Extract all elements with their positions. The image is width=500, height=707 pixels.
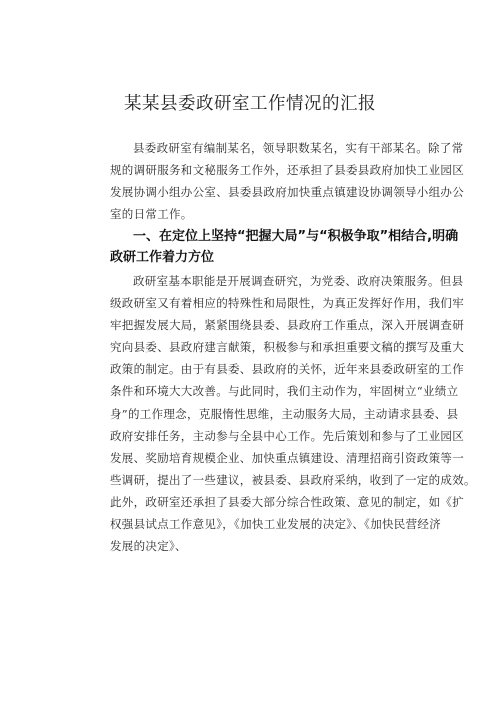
paragraph-line: 室的日常工作。 — [110, 207, 193, 222]
paragraph-line: 发展、奖励培育规模企业、加快重点镇建设、清理招商引资政策等一 — [110, 450, 464, 465]
paragraph-line: 发展协调小组办公室、县委县政府加快重点镇建设协调领导小组办公 — [110, 185, 464, 200]
paragraph-line: 规的调研服务和文秘服务工作外，还承担了县委县政府加快工业园区 — [110, 163, 464, 178]
intro-paragraph — [110, 137, 464, 225]
paragraph-line: 发展的决定》、 — [110, 539, 187, 554]
paragraph-line: 条件和环境大大改善。与此同时，我们主动作为，牢固树立“业绩立 — [110, 384, 459, 399]
paragraph-line: 政府安排任务，主动参与全县中心工作。先后策划和参与了工业园区 — [110, 428, 464, 443]
paragraph-line: 些调研，提出了一些建议，被县委、县政府采纳，收到了一定的成效。 — [110, 472, 476, 487]
heading-line: 一、在定位上坚持“把握大局”与“积极争取”相结合,明确 — [133, 229, 459, 244]
section-body-paragraph — [110, 270, 476, 557]
paragraph-line: 级政研室又有着相应的特殊性和局限性，为真正发挥好作用，我们牢 — [110, 296, 464, 311]
paragraph-line: 政研室基本职能是开展调查研究，为党委、政府决策服务。但县 — [133, 274, 464, 288]
paragraph-line: 县委政研室有编制某名，领导职数某名，实有干部某名。除了常 — [133, 141, 464, 155]
document-title: 某某县委政研室工作情况的汇报 — [124, 94, 376, 114]
paragraph-line: 究向县委、县政府建言献策，积极参与和承担重要文稿的撰写及重大 — [110, 340, 464, 355]
section-heading — [110, 226, 459, 268]
paragraph-line: 权强县试点工作意见》，《加快工业发展的决定》、《加快民营经济 — [110, 517, 441, 532]
paragraph-line: 此外，政研室还承担了县委大部分综合性政策、意见的制定，如《扩 — [110, 494, 464, 509]
heading-line: 政研工作着力方位 — [110, 250, 215, 265]
paragraph-line: 政策的制定。由于有县委、县政府的关怀，近年来县委政研室的工作 — [110, 362, 464, 377]
paragraph-line: 身”的工作理念，克服惰性思维，主动服务大局，主动请求县委、县 — [110, 406, 459, 421]
paragraph-line: 牢把握发展大局，紧紧围绕县委、县政府工作重点，深入开展调查研 — [110, 318, 464, 333]
